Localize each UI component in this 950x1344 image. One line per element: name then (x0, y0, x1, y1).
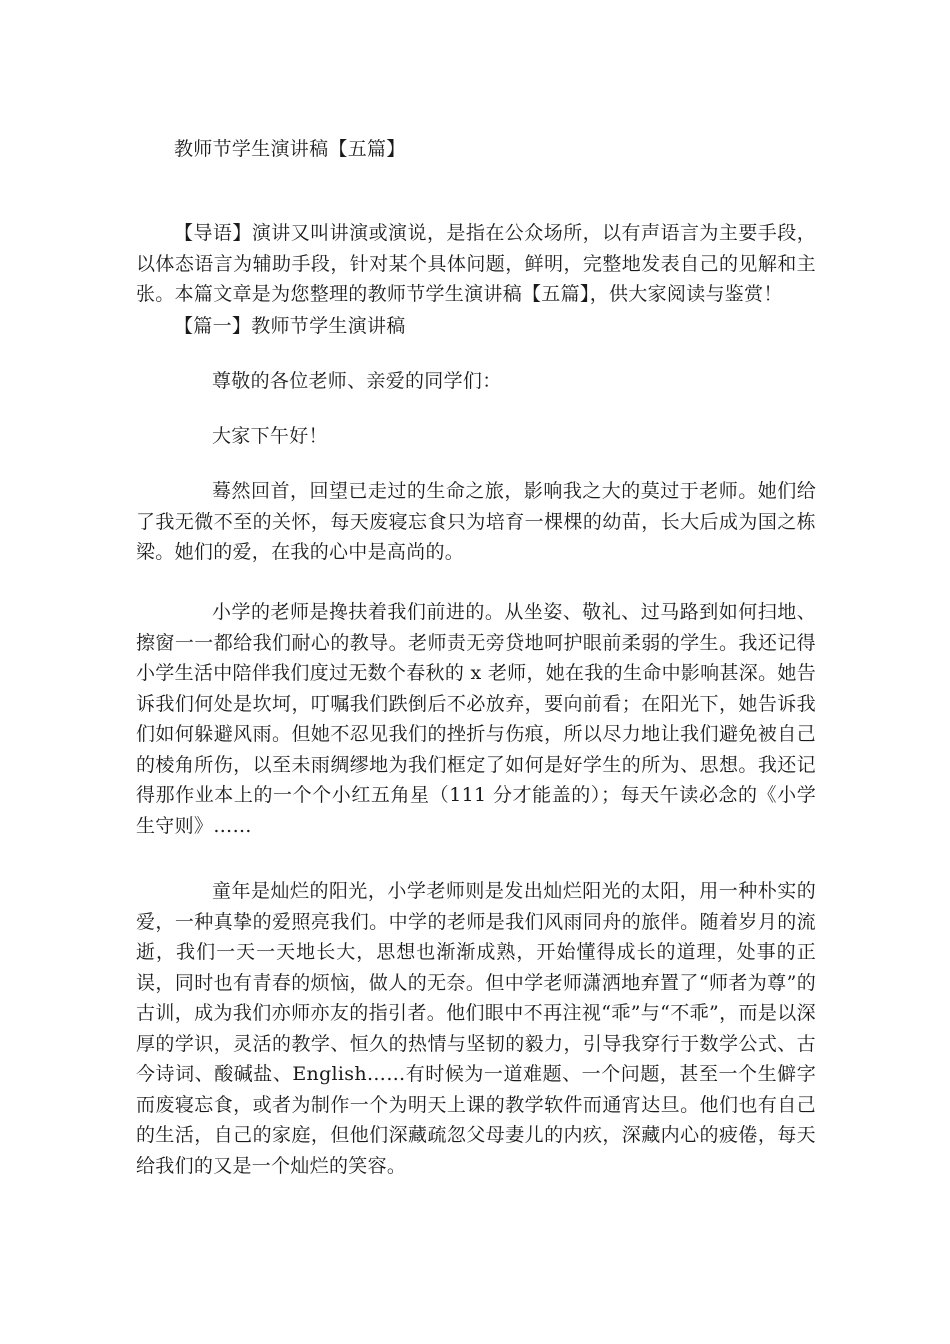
intro-paragraph: 【导语】演讲又叫讲演或演说，是指在公众场所，以有声语言为主要手段，以体态语言为辅助手段，针对某个具体问题，鲜明，完整地发表自己的见解和主张。本篇文章是为您整理的教师节学生演讲稿【五篇】，供大家阅读与鉴赏！ (136, 222, 816, 305)
greeting: 大家下午好！ (212, 425, 328, 447)
body-paragraph: 小学的老师是搀扶着我们前进的。从坐姿、敬礼、过马路到如何扫地、擦窗一一都给我们耐心的教导。老师责无旁贷地呵护眼前柔弱的学生。我还记得小学生活中陪伴我们度过无数个春秋的 x 老师，她在我的生命中影响甚深。她告诉我们何处是坎坷，叮嘱我们跌倒后不必放弃，要向前看；在阳光下，她告诉我们如何躲避风雨。但她不忍见我们的挫折与伤痕，所以尽力地让我们避免被自己的棱角所伤，以至未雨绸缪地为我们框定了如何是好学生的所为、思想。我还记得那作业本上的一个个小红五角星（111 分才能盖的）；每天午读必念的《小学生守则》…… (136, 601, 816, 837)
body-paragraph: 蓦然回首，回望已走过的生命之旅，影响我之大的莫过于老师。她们给了我无微不至的关怀，每天废寝忘食只为培育一棵棵的幼苗，长大后成为国之栋梁。她们的爱，在我的心中是高尚的。 (136, 480, 816, 563)
document-title: 教师节学生演讲稿【五篇】 (174, 138, 406, 160)
body-paragraph: 童年是灿烂的阳光，小学老师则是发出灿烂阳光的太阳，用一种朴实的爱，一种真挚的爱照亮我们。中学的老师是我们风雨同舟的旅伴。随着岁月的流逝，我们一天一天地长大，思想也渐渐成熟，开始懂得成长的道理，处事的正误，同时也有青春的烦恼，做人的无奈。但中学老师潇洒地弃置了“师者为尊”的古训，成为我们亦师亦友的指引者。他们眼中不再注视“乖”与“不乖”，而是以深厚的学识，灵活的教学、恒久的热情与坚韧的毅力，引导我穿行于数学公式、古今诗词、酸碱盐、English……有时候为一道难题、一个问题，甚至一个生僻字而废寝忘食，或者为制作一个为明天上课的教学软件而通宵达旦。他们也有自己的生活，自己的家庭，但他们深藏疏忽父母妻儿的内疚，深藏内心的疲倦，每天给我们的又是一个灿烂的笑容。 (136, 880, 816, 1177)
section-heading: 【篇一】教师节学生演讲稿 (174, 315, 406, 337)
salutation: 尊敬的各位老师、亲爱的同学们： (212, 370, 502, 392)
